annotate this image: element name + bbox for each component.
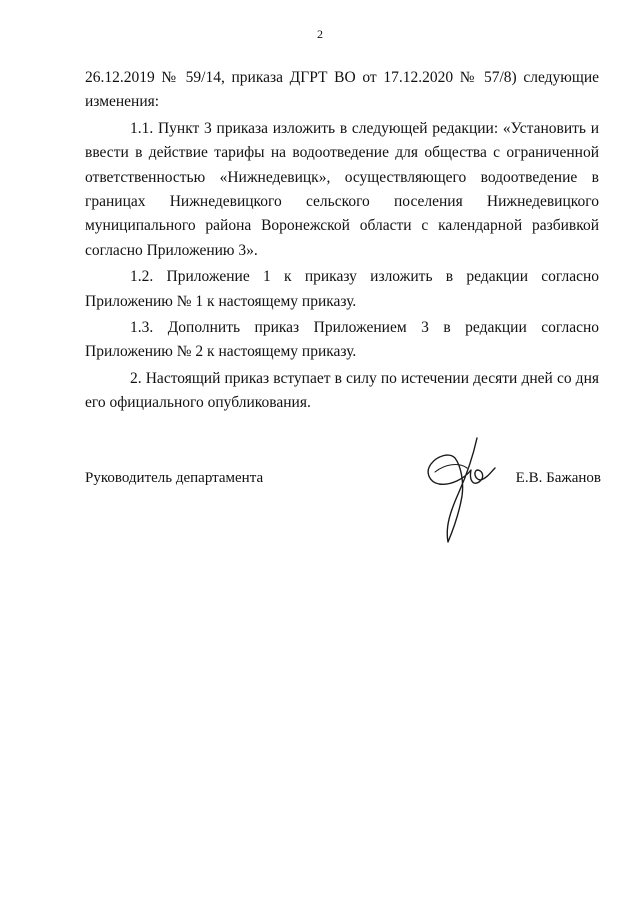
handwritten-signature-icon	[415, 434, 515, 549]
page-number: 2	[317, 27, 323, 41]
document-body	[85, 66, 599, 418]
paragraph-item-1-2: 1.2. Приложение 1 к приказу изложить в редакции согласно Приложению № 1 к настоящему приказу.	[85, 268, 599, 310]
paragraph-item-1-1: 1.1. Пункт 3 приказа изложить в следующей редакции: «Установить и ввести в действие тарифы на водоотведение для общества с ограниченной ответственностью «Нижнедевицк», осуществляющего водоотведение в границах Нижнедевицкого сельского поселения Нижнедевицкого муниципального района Воронежской области с календарной разбивкой согласно Приложению 3».	[85, 119, 599, 259]
paragraph-continuation: 26.12.2019 № 59/14, приказа ДГРТ ВО от 17.12.2020 № 57/8) следующие изменения:	[85, 69, 599, 111]
signer-name: Е.В. Бажанов	[515, 470, 601, 486]
paragraph-item-1-3: 1.3. Дополнить приказ Приложением 3 в редакции согласно Приложению № 2 к настоящему приказу.	[85, 319, 599, 361]
signature-block	[85, 468, 601, 548]
paragraph-item-2: 2. Настоящий приказ вступает в силу по истечении десяти дней со дня его официального опубликования.	[85, 369, 599, 412]
signer-title: Руководитель департамента	[85, 470, 264, 486]
